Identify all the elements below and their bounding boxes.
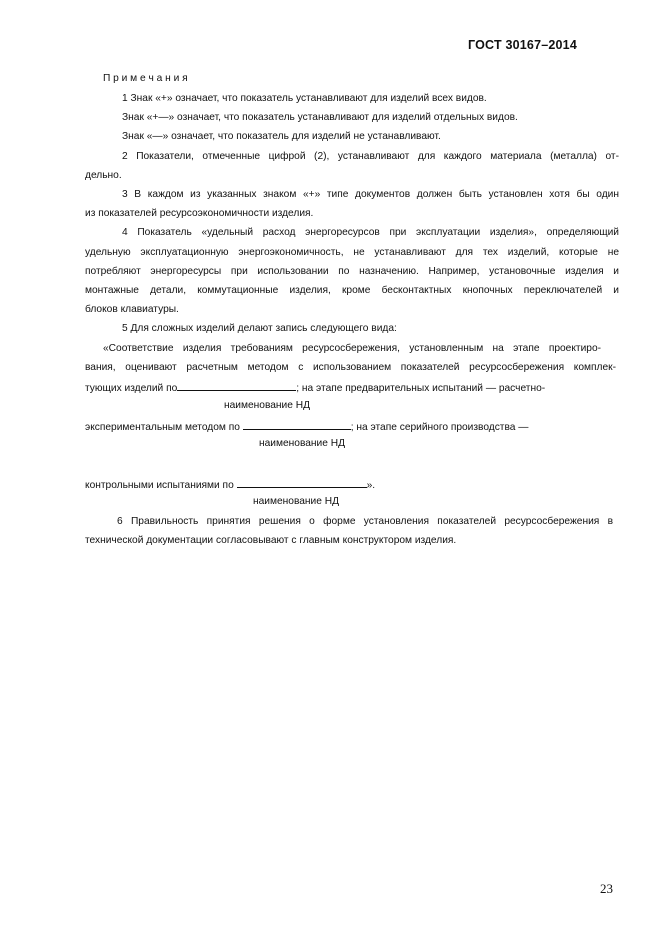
- note-4-line-5: блоков клавиатуры.: [85, 304, 179, 315]
- blank-line-2: [243, 419, 351, 430]
- note-6-line-2: технической документации согласовывают с главным конструктором изделия.: [85, 535, 457, 546]
- note-4-line-2: удельную эксплуатационную энергоэкономичность, не устанавливают для тех изделий, которые не: [85, 247, 619, 258]
- quote-line-1: «Соответствие изделия требованиям ресурсосбережения, установленным на этапе проектиро-: [103, 343, 601, 354]
- blank-line-3: [237, 477, 367, 488]
- caption-2: наименование НД: [259, 438, 345, 449]
- quote-line-3-end: ; на этапе предварительных испытаний — расчетно-: [296, 383, 546, 394]
- blank-line-1: [177, 380, 296, 391]
- note-2-line-1: 2 Показатели, отмеченные цифрой (2), устанавливают для каждого материала (металла) от-: [122, 151, 619, 162]
- note-4-line-4: монтажные детали, коммутационные изделия, кроме бесконтактных кнопочных переключателей и: [85, 285, 619, 296]
- quote-line-4-end: ; на этапе серийного производства —: [350, 422, 529, 433]
- quote-line-3-start: тующих изделий по: [85, 383, 178, 394]
- quote-line-5-start: контрольными испытаниями по: [85, 480, 234, 491]
- note-4-line-1: 4 Показатель «удельный расход энергоресурсов при эксплуатации изделия», определяющий: [122, 227, 619, 238]
- note-1-line-2: Знак «+—» означает, что показатель устанавливают для изделий отдельных видов.: [122, 112, 518, 123]
- notes-title: П р и м е ч а н и я: [103, 73, 188, 84]
- note-1-line-1: 1 Знак «+» означает, что показатель устанавливают для изделий всех видов.: [122, 93, 487, 104]
- note-1-line-3: Знак «—» означает, что показатель для изделий не устанавливают.: [122, 131, 441, 142]
- note-5-line: 5 Для сложных изделий делают запись следующего вида:: [122, 323, 397, 334]
- standard-code-header: ГОСТ 30167–2014: [468, 38, 577, 52]
- caption-3: наименование НД: [253, 496, 339, 507]
- quote-line-5: [85, 477, 375, 492]
- quote-line-2: вания, оценивают расчетным методом с использованием показателей ресурсосбережения комплек-: [85, 362, 616, 373]
- note-2-line-2: дельно.: [85, 170, 122, 181]
- quote-line-4-start: экспериментальным методом по: [85, 422, 240, 433]
- caption-1: наименование НД: [224, 400, 310, 411]
- quote-line-4: [85, 419, 528, 434]
- quote-line-5-end: ».: [366, 480, 376, 491]
- note-3-line-2: из показателей ресурсоэкономичности изделия.: [85, 208, 314, 219]
- page-number: 23: [600, 881, 613, 896]
- note-3-line-1: 3 В каждом из указанных знаком «+» типе документов должен быть установлен хотя бы один: [122, 189, 619, 200]
- quote-line-3: [85, 380, 545, 395]
- note-6-line-1: 6 Правильность принятия решения о форме установления показателей ресурсосбережения в: [117, 516, 613, 527]
- note-4-line-3: потребляют энергоресурсы при использовании по назначению. Например, установочные изделия и: [85, 266, 619, 277]
